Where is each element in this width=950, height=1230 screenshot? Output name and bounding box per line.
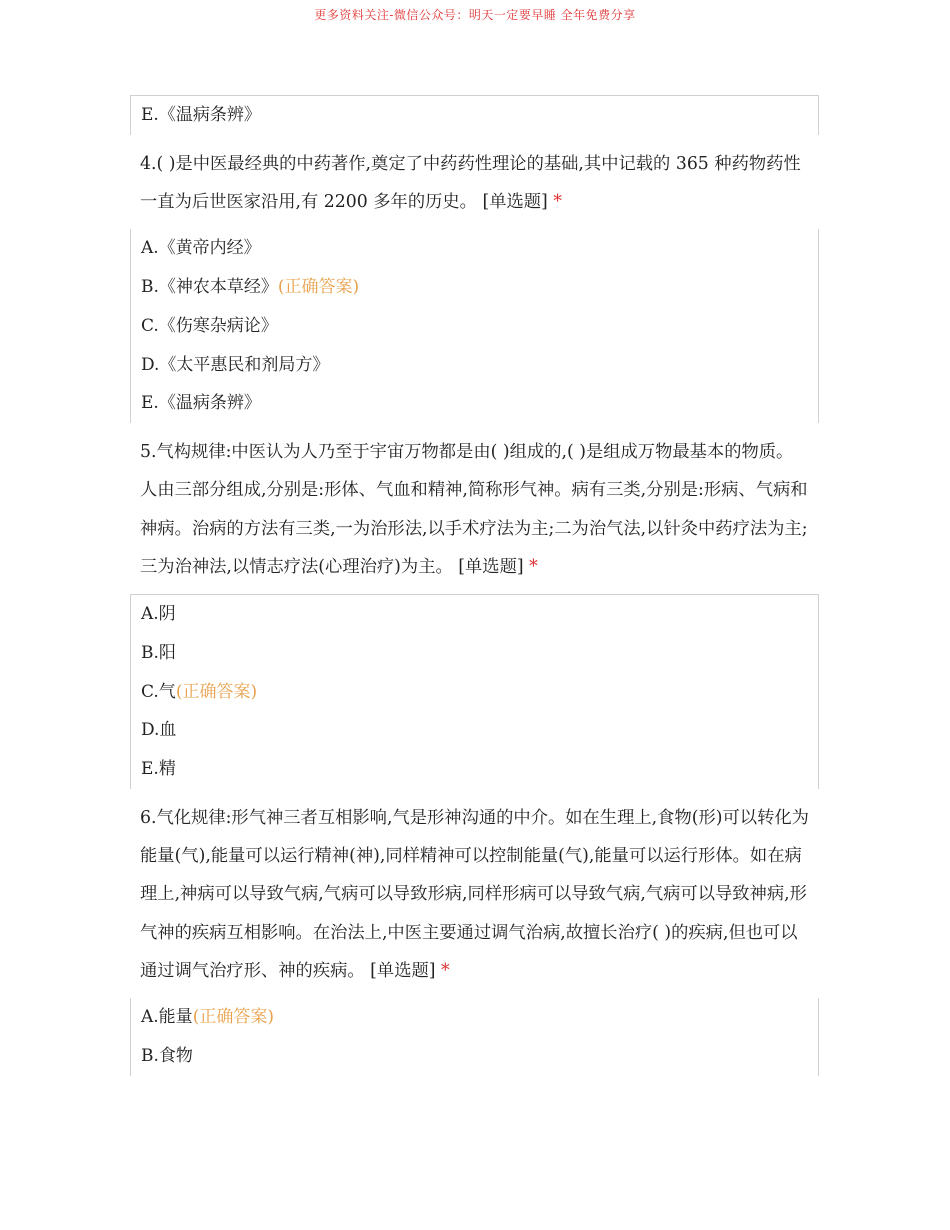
option-a[interactable]: A.阴: [141, 604, 176, 624]
question-5-text: 5.气构规律:中医认为人乃至于宇宙万物都是由( )组成的,( )是组成万物最基本的物质。人由三部分组成,分别是:形体、气血和精神,简称形气神。病有三类,分别是:形病、气病和神病。治病的方法有三类,一为治形法,以手术疗法为主;二为治气法,以针灸中药疗法为主;三为治神法,以情志疗法(心理治疗)为主。: [140, 442, 808, 577]
option-b[interactable]: B.阳: [141, 642, 176, 663]
option-b[interactable]: B.食物: [141, 1045, 193, 1066]
correct-answer-tag: (正确答案): [192, 1007, 274, 1027]
required-mark: *: [553, 192, 562, 212]
question-4: [130, 145, 819, 221]
question-type: [单选题]: [370, 960, 436, 981]
required-mark: *: [441, 960, 450, 981]
option-d[interactable]: D.血: [141, 720, 177, 741]
question-type: [单选题]: [482, 192, 548, 212]
option-e[interactable]: E.精: [141, 759, 176, 780]
option-e[interactable]: E.《温病条辨》: [141, 393, 261, 414]
question-5-options: [130, 594, 819, 789]
question-6-options: [130, 998, 819, 1076]
option-a[interactable]: A.《黄帝内经》: [141, 238, 261, 259]
option-c[interactable]: C.《伤寒杂病论》: [141, 315, 278, 336]
previous-question-options: [130, 95, 819, 135]
option-d[interactable]: D.《太平惠民和剂局方》: [141, 354, 330, 375]
option-e[interactable]: E.《温病条辨》: [141, 105, 261, 125]
required-mark: *: [529, 556, 538, 577]
option-c[interactable]: C.气(正确答案): [141, 681, 258, 702]
question-5: [130, 433, 819, 586]
question-6: [130, 799, 819, 990]
correct-answer-tag: (正确答案): [277, 277, 360, 297]
page-header: 更多资料关注-微信公众号：明天一定要早睡 全年免费分享: [314, 8, 636, 22]
correct-answer-tag: (正确答案): [175, 681, 258, 702]
document-content: [130, 95, 819, 1076]
question-type: [单选题]: [458, 556, 524, 577]
question-4-options: [130, 229, 819, 423]
question-4-text: 4.( )是中医最经典的中药著作,奠定了中药药性理论的基础,其中记载的 365 种药物药性一直为后世医家沿用,有 2200 多年的历史。: [140, 153, 801, 212]
question-6-text: 6.气化规律:形气神三者互相影响,气是形神沟通的中介。如在生理上,食物(形)可以转化为能量(气),能量可以运行精神(神),同样精神可以控制能量(气),能量可以运行形体。如在病理上,神病可以导致气病,气病可以导致形病,同样形病可以导致气病,气病可以导致神病,形气神的疾病互相影响。在治法上,中医主要通过调气治病,故擅长治疗( )的疾病,但也可以通过调气治疗形、神的疾病。: [140, 807, 809, 981]
option-b[interactable]: B.《神农本草经》(正确答案): [141, 277, 360, 297]
option-a[interactable]: A.能量(正确答案): [141, 1007, 274, 1027]
